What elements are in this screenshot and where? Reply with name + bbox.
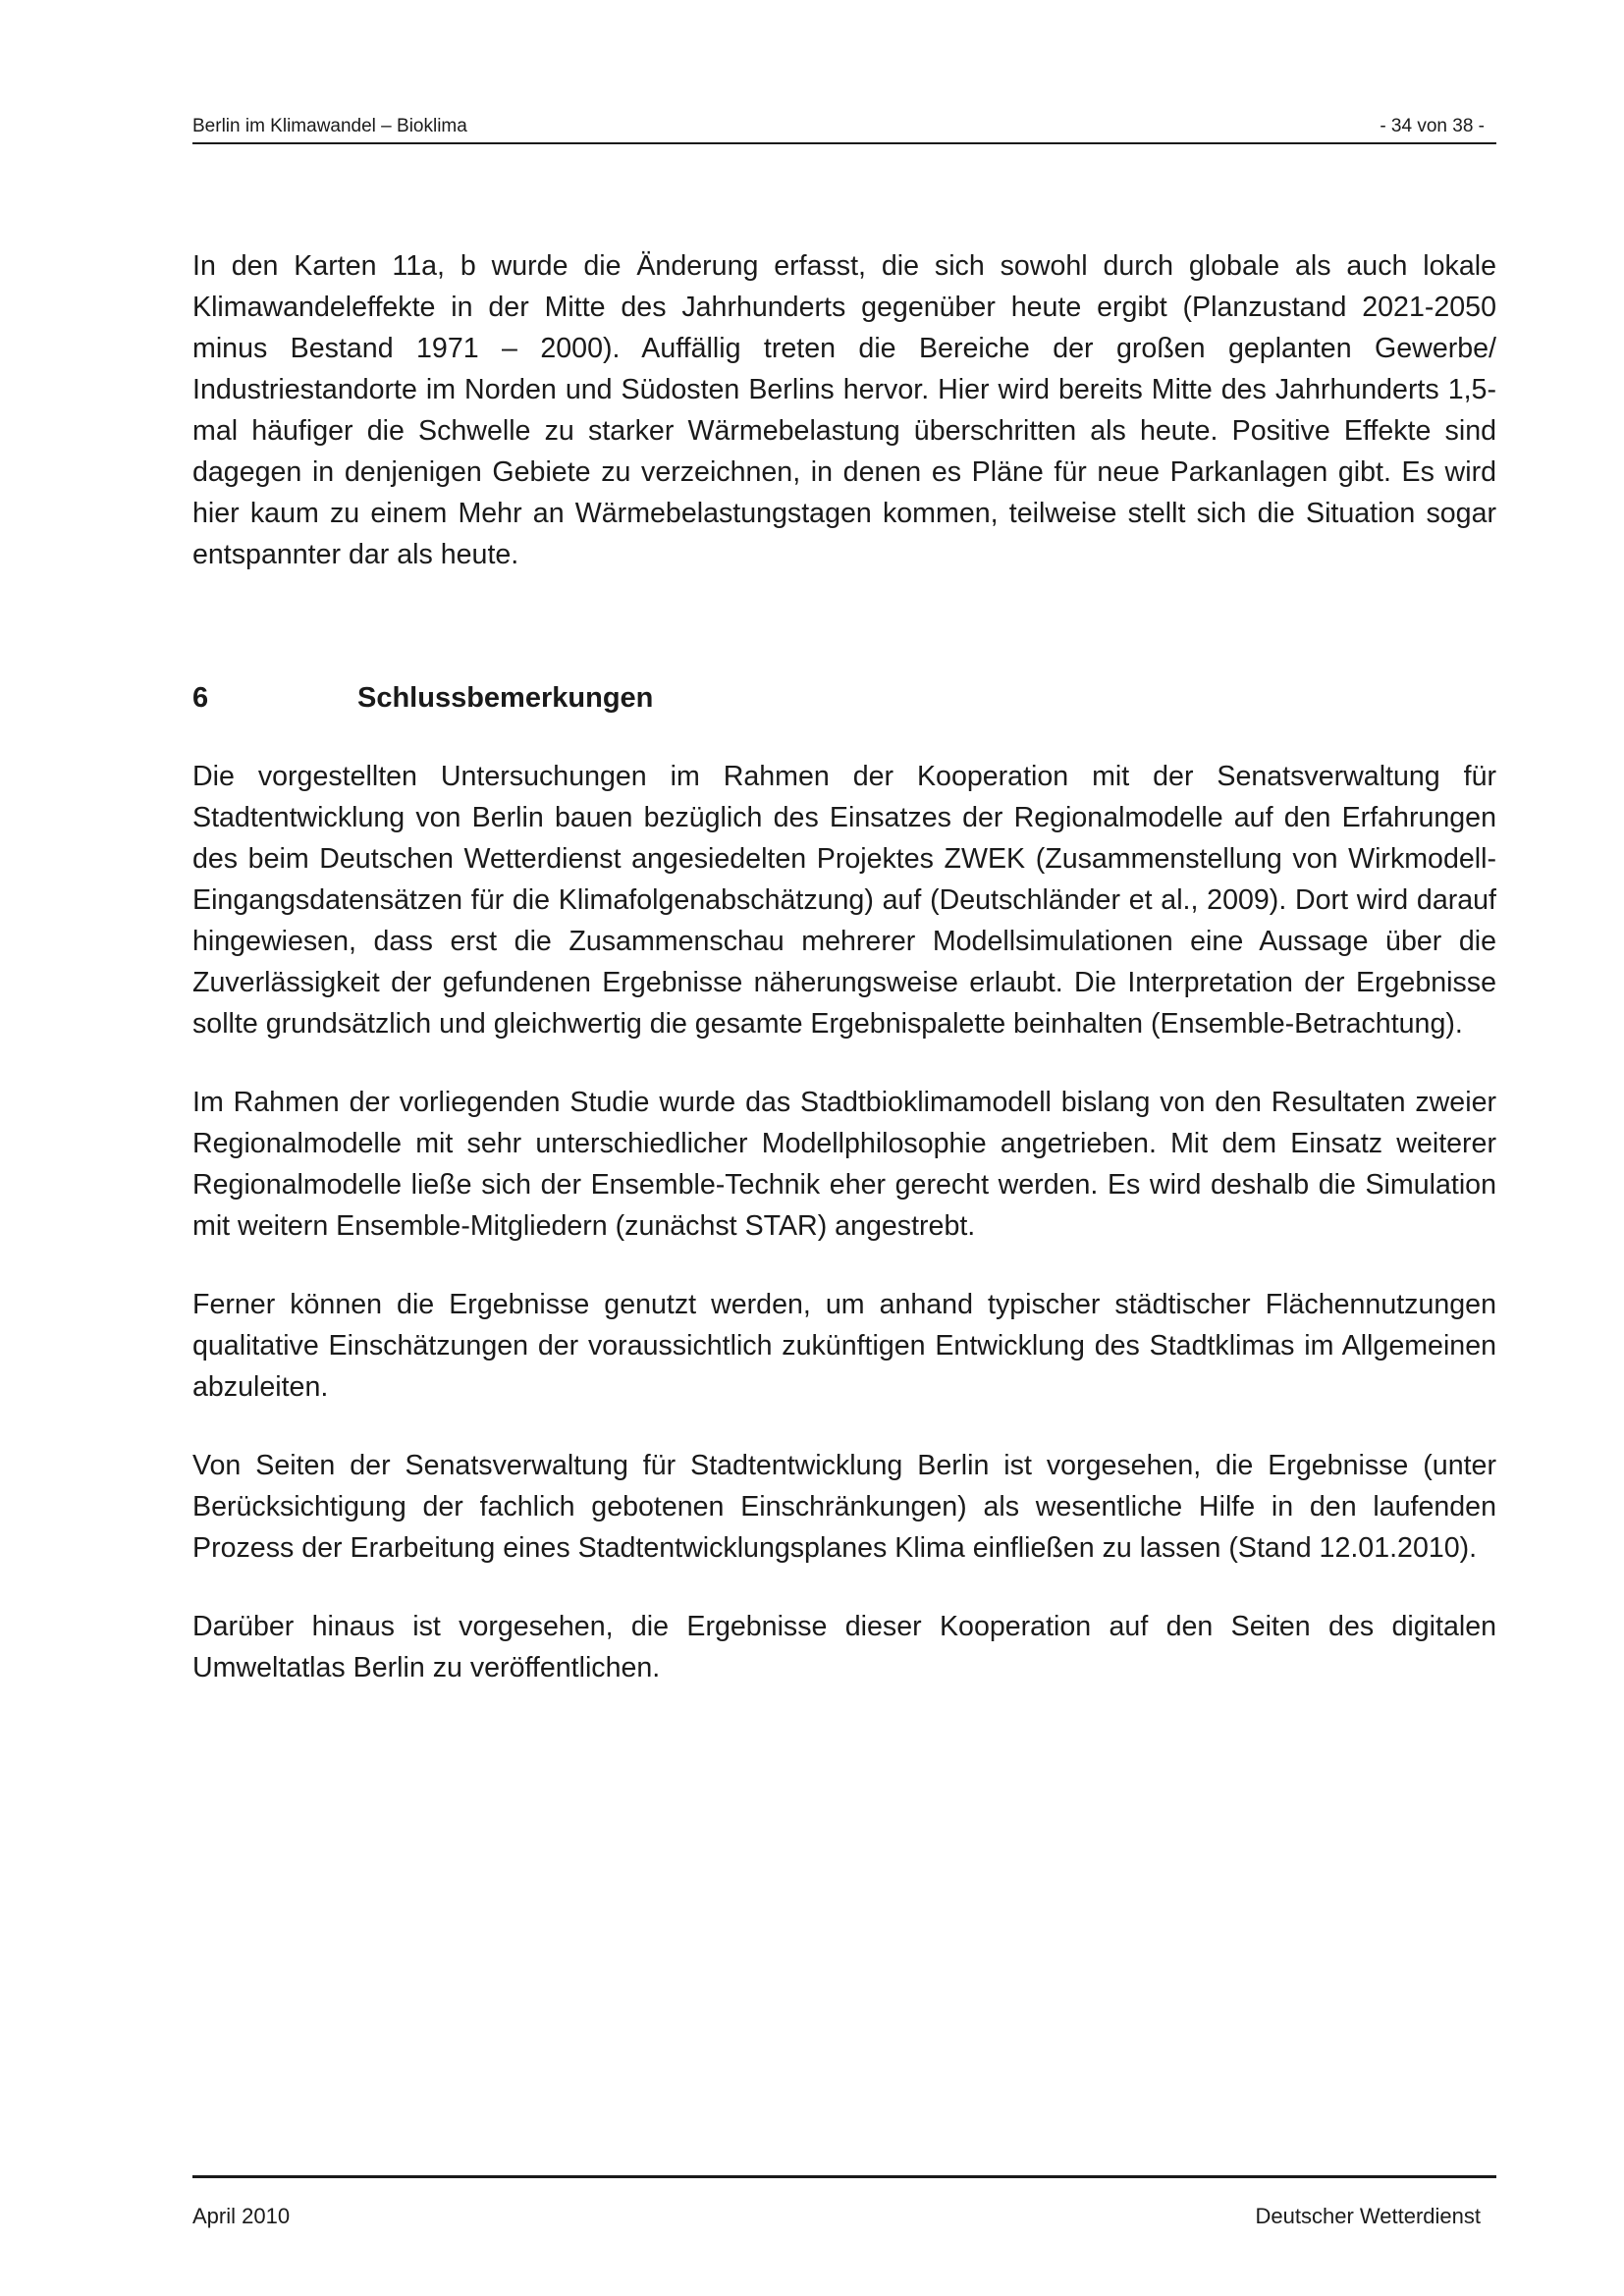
paragraph: Von Seiten der Senatsverwaltung für Stadtentwicklung Berlin ist vorgesehen, die Ergebnisse (unter Berücksichtigung der fachlich gebotenen Einschränkungen) als wesentliche Hilfe in den laufenden Prozess der Erarbeitung eines Stadtentwicklungsplanes Klima einfließen zu lassen (Stand 12.01.2010). [192, 1450, 1496, 1564]
paragraph: Die vorgestellten Untersuchungen im Rahmen der Kooperation mit der Senatsverwaltung für Stadtentwicklung von Berlin bauen bezüglich des Einsatzes der Regionalmodelle auf den Erfahrungen des beim Deutschen Wetterdienst angesiedelten Projektes ZWEK (Zusammenstellung von Wirkmodell-Eingangsdatensätzen für die Klimafolgenabschätzung) auf (Deutschländer et al., 2009). Dort wird darauf hingewiesen, dass erst die Zusammenschau mehrerer Modellsimulationen eine Aussage über die Zuverlässigkeit der gefundenen Ergebnisse näherungsweise erlaubt. Die Interpretation der Ergebnisse sollte grundsätzlich und gleichwertig die gesamte Ergebnispalette beinhalten (Ensemble-Betrachtung). [192, 761, 1496, 1040]
page-number: - 34 von 38 - [1380, 116, 1485, 136]
page-footer [192, 2175, 1496, 2228]
footer-date: April 2010 [192, 2204, 291, 2228]
paragraph: Im Rahmen der vorliegenden Studie wurde das Stadtbioklimamodell bislang von den Resultaten zweier Regionalmodelle mit sehr unterschiedlicher Modellphilosophie angetrieben. Mit dem Einsatz weiterer Regionalmodelle ließe sich der Ensemble-Technik eher gerecht werden. Es wird deshalb die Simulation mit weitern Ensemble-Mitgliedern (zunächst STAR) angestrebt. [192, 1087, 1496, 1242]
intro-paragraph: In den Karten 11a, b wurde die Änderung erfasst, die sich sowohl durch globale als auch lokale Klimawandeleffekte in der Mitte des Jahrhunderts gegenüber heute ergibt (Planzustand 2021-2050 minus Bestand 1971 – 2000). Auffällig treten die Bereiche der großen geplanten Gewerbe/ Industriestandorte im Norden und Südosten Berlins hervor. Hier wird bereits Mitte des Jahrhunderts 1,5-mal häufiger die Schwelle zu starker Wärmebelastung überschritten als heute. Positive Effekte sind dagegen in denjenigen Gebiete zu verzeichnen, in denen es Pläne für neue Parkanlagen gibt. Es wird hier kaum zu einem Mehr an Wärmebelastungstagen kommen, teilweise stellt sich die Situation sogar entspannter dar als heute. [192, 250, 1496, 570]
paragraph: Ferner können die Ergebnisse genutzt werden, um anhand typischer städtischer Flächennutzungen qualitative Einschätzungen der voraussichtlich zukünftigen Entwicklung des Stadtklimas im Allgemeinen abzuleiten. [192, 1289, 1496, 1403]
paragraph: Darüber hinaus ist vorgesehen, die Ergebnisse dieser Kooperation auf den Seiten des digitalen Umweltatlas Berlin zu veröffentlichen. [192, 1611, 1496, 1683]
section-title: Schlussbemerkungen [357, 682, 654, 714]
page-header [192, 113, 1496, 144]
document-body [192, 245, 1496, 1726]
footer-publisher: Deutscher Wetterdienst [1255, 2204, 1481, 2228]
header-title: Berlin im Klimawandel – Bioklima [192, 116, 467, 136]
section-number: 6 [192, 682, 209, 714]
section-heading [192, 677, 1496, 719]
